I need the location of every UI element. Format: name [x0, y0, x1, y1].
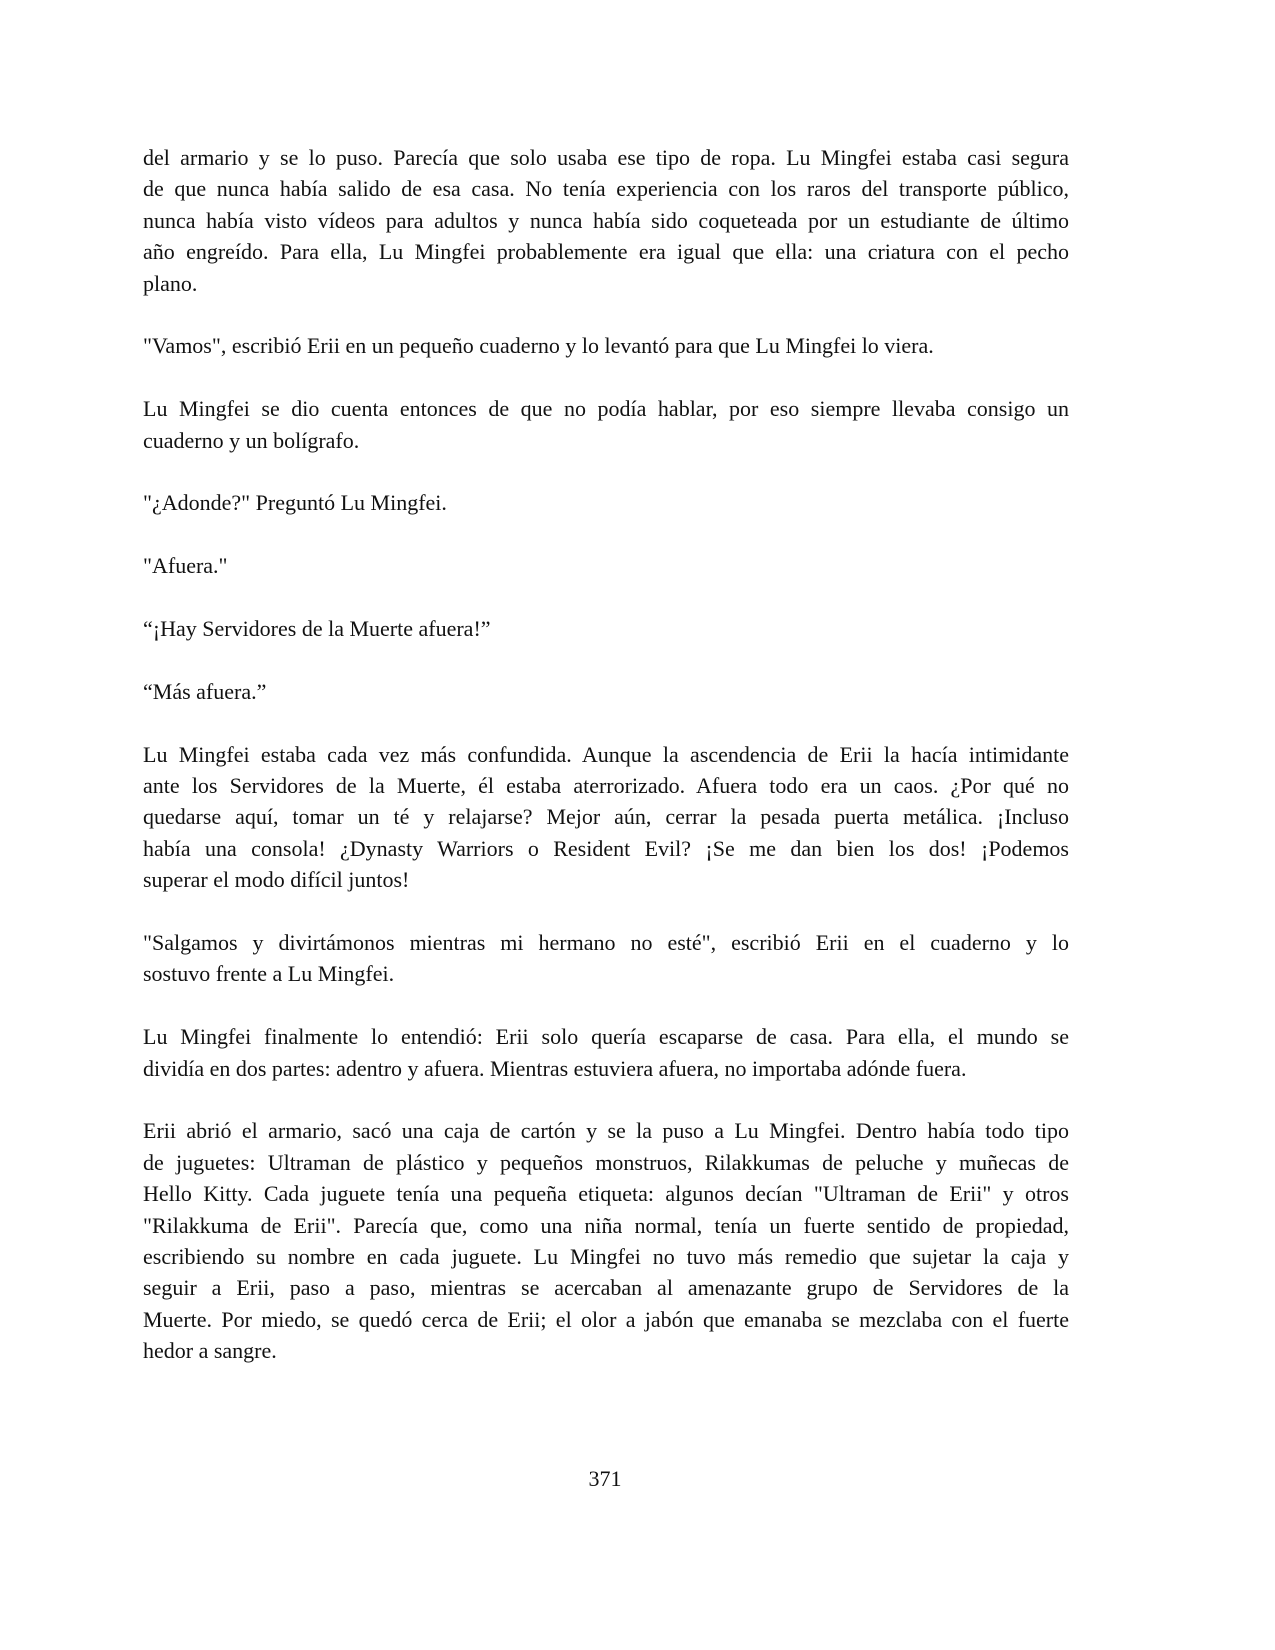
- text-line: Muerte. Por miedo, se quedó cerca de Erii; el olor a jabón que emanaba se mezclaba con el fuerte: [143, 1306, 1069, 1332]
- page-number: 371: [588, 1466, 622, 1491]
- paragraph: [143, 330, 1069, 361]
- text-line: "Salgamos y divirtámonos mientras mi hermano no esté", escribió Erii en el cuaderno y lo: [143, 930, 1069, 956]
- paragraph: [143, 613, 1069, 644]
- paragraph: [143, 676, 1069, 707]
- paragraph: [143, 393, 1069, 456]
- page-body: [143, 142, 1069, 1398]
- paragraph: [143, 927, 1069, 990]
- text-line: Lu Mingfei finalmente lo entendió: Erii solo quería escaparse de casa. Para ella, el mundo se: [143, 1024, 1069, 1050]
- text-line: "Afuera.": [143, 553, 228, 579]
- text-line: Erii abrió el armario, sacó una caja de cartón y se la puso a Lu Mingfei. Dentro había todo tipo: [143, 1118, 1069, 1144]
- text-line: nunca había visto vídeos para adultos y nunca había sido coqueteada por un estudiante de último: [143, 207, 1069, 233]
- text-line: "¿Adonde?" Preguntó Lu Mingfei.: [143, 490, 447, 516]
- paragraph: [143, 550, 1069, 581]
- text-line: superar el modo difícil juntos!: [143, 867, 410, 893]
- paragraph: [143, 1115, 1069, 1366]
- text-line: de que nunca había salido de esa casa. No tenía experiencia con los raros del transporte público,: [143, 176, 1069, 202]
- text-line: "Vamos", escribió Erii en un pequeño cuaderno y lo levantó para que Lu Mingfei lo viera.: [143, 333, 934, 359]
- text-line: de juguetes: Ultraman de plástico y pequeños monstruos, Rilakkumas de peluche y muñecas de: [143, 1149, 1069, 1175]
- text-line: quedarse aquí, tomar un té y relajarse? Mejor aún, cerrar la pesada puerta metálica. ¡Incluso: [143, 804, 1069, 830]
- text-line: cuaderno y un bolígrafo.: [143, 427, 360, 453]
- text-line: "Rilakkuma de Erii". Parecía que, como una niña normal, tenía un fuerte sentido de propiedad,: [143, 1212, 1069, 1238]
- text-line: año engreído. Para ella, Lu Mingfei probablemente era igual que ella: una criatura con el pecho: [143, 239, 1069, 265]
- text-line: del armario y se lo puso. Parecía que solo usaba ese tipo de ropa. Lu Mingfei estaba casi segura: [143, 145, 1069, 170]
- text-line: había una consola! ¿Dynasty Warriors o Resident Evil? ¡Se me dan bien los dos! ¡Podemos: [143, 835, 1069, 861]
- text-line: dividía en dos partes: adentro y afuera. Mientras estuviera afuera, no importaba adónde fuera.: [143, 1055, 967, 1081]
- text-line: sostuvo frente a Lu Mingfei.: [143, 961, 395, 987]
- text-line: plano.: [143, 270, 198, 296]
- text-line: seguir a Erii, paso a paso, mientras se acercaban al amenazante grupo de Servidores de la: [143, 1275, 1069, 1301]
- text-line: hedor a sangre.: [143, 1338, 277, 1364]
- paragraph: [143, 1021, 1069, 1084]
- text-line: ante los Servidores de la Muerte, él estaba aterrorizado. Afuera todo era un caos. ¿Por qué no: [143, 773, 1069, 799]
- text-line: Lu Mingfei se dio cuenta entonces de que no podía hablar, por eso siempre llevaba consigo un: [143, 396, 1069, 422]
- text-line: “¡Hay Servidores de la Muerte afuera!”: [143, 616, 491, 642]
- text-line: Hello Kitty. Cada juguete tenía una pequeña etiqueta: algunos decían "Ultraman de Erii" y otros: [143, 1181, 1069, 1207]
- text-line: escribiendo su nombre en cada juguete. Lu Mingfei no tuvo más remedio que sujetar la caja y: [143, 1244, 1069, 1270]
- text-line: Lu Mingfei estaba cada vez más confundida. Aunque la ascendencia de Erii la hacía intimidante: [143, 741, 1069, 767]
- paragraph: [143, 142, 1069, 299]
- text-line: “Más afuera.”: [143, 678, 267, 704]
- paragraph: [143, 739, 1069, 896]
- paragraph: [143, 487, 1069, 518]
